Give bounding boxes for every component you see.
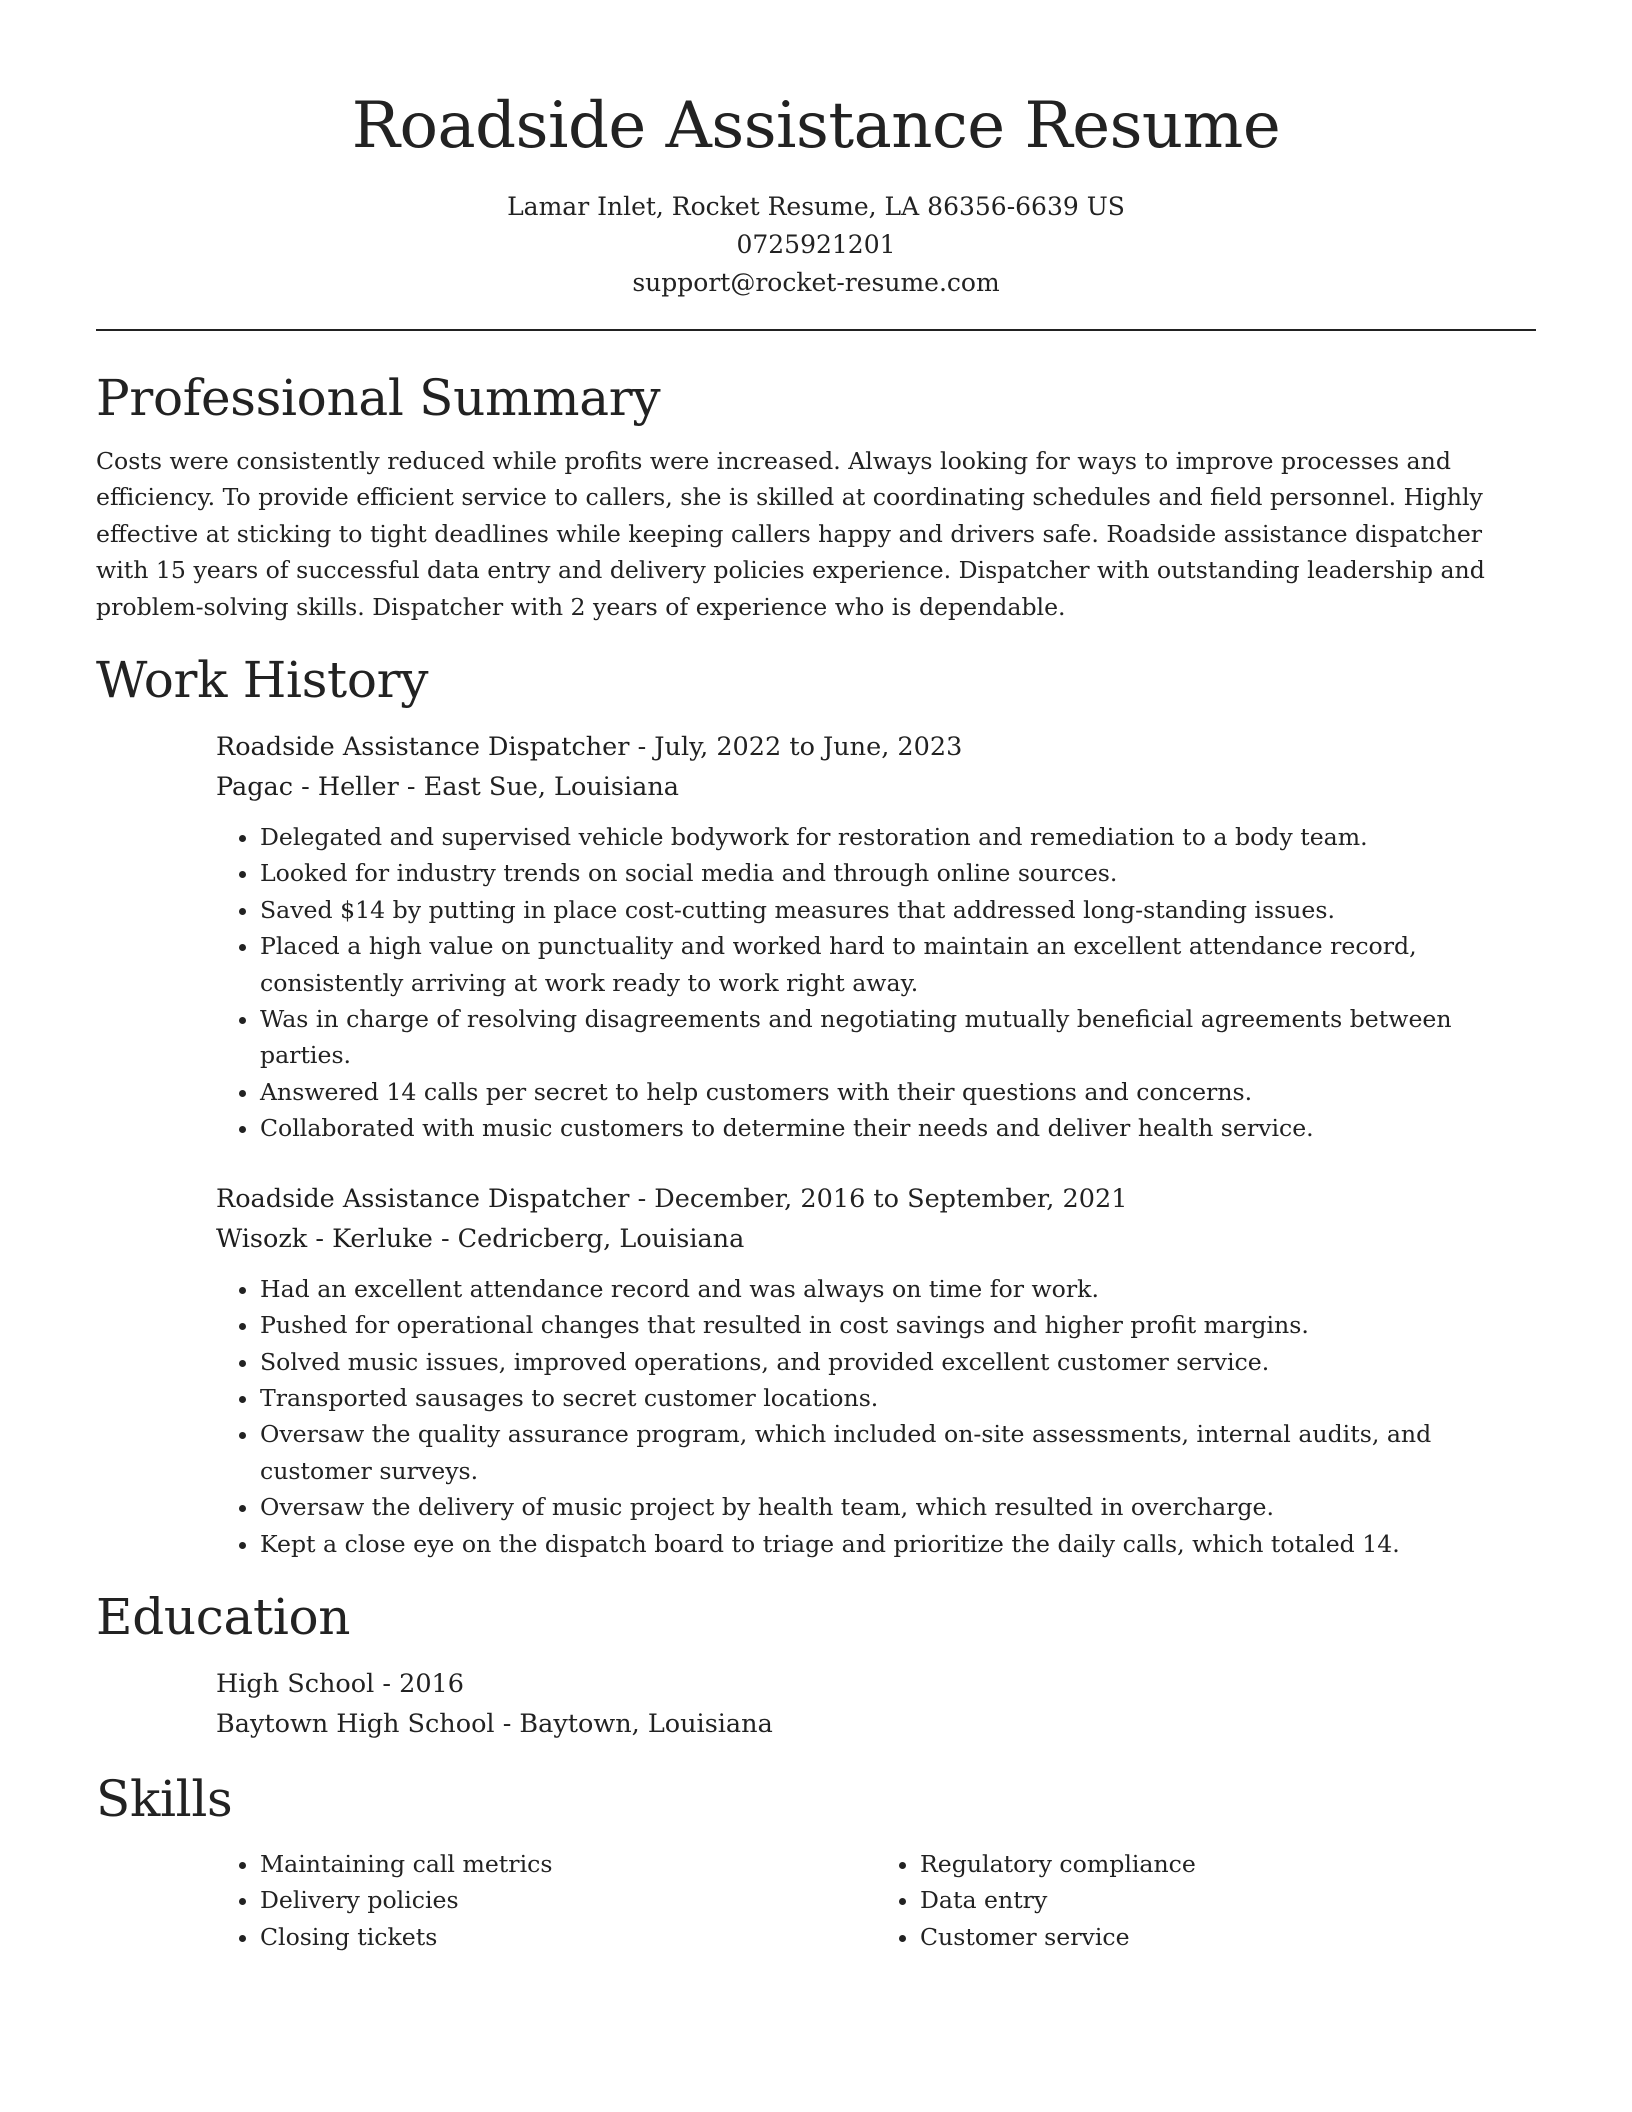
education-school: Baytown High School [216, 1708, 495, 1739]
contact-phone: 0725921201 [736, 230, 896, 259]
job-employer-line [216, 767, 1536, 807]
education-entry [216, 1664, 1536, 1744]
section-heading-skills: Skills [96, 1769, 233, 1828]
education-school-line [216, 1704, 1536, 1744]
list-item: • Placed a high value on punctuality and worked hard to maintain an excellent attendance record, consistently arriving at work ready to work right away. [260, 928, 1536, 1001]
job-role: Roadside Assistance Dispatcher [216, 732, 630, 763]
job-dates: - December, 2016 to September, 2021 [629, 1183, 1128, 1214]
skill-item: • Regulatory compliance [920, 1846, 1536, 1882]
job-entry [216, 727, 1536, 1147]
job-employer-line [216, 1219, 1536, 1259]
education-year: - 2016 [374, 1668, 465, 1699]
resume-title: Roadside Assistance Resume [351, 89, 1281, 163]
skill-item: • Delivery policies [260, 1882, 876, 1918]
education-degree-line [216, 1664, 1536, 1704]
section-heading-work-history: Work History [96, 651, 429, 710]
list-item: • Collaborated with music customers to determine their needs and deliver health service. [260, 1110, 1536, 1146]
skill-item: • Customer service [920, 1919, 1536, 1955]
skill-item: • Data entry [920, 1882, 1536, 1918]
list-item: • Looked for industry trends on social media and through online sources. [260, 855, 1536, 891]
summary-text: Costs were consistently reduced while profits were increased. Always looking for ways to improve processes and efficiency. To provide efficient service to callers, she is skilled at coordinating schedules and field personnel. Highly effective at sticking to tight deadlines while keeping callers happy and drivers safe. Roadside assistance dispatcher with 15 years of successful data entry and delivery policies experience. Dispatcher with outstanding leadership and problem-solving skills. Dispatcher with 2 years of experience who is dependable. [96, 447, 1485, 621]
job-entry [216, 1179, 1536, 1562]
list-item: • Kept a close eye on the dispatch board to triage and prioritize the daily calls, which totaled 14. [260, 1526, 1536, 1562]
job-employer: Pagac - Heller [216, 772, 399, 803]
header-divider [96, 329, 1536, 331]
list-item: • Oversaw the quality assurance program, which included on-site assessments, internal audits, and customer surveys. [260, 1416, 1536, 1489]
contact-address: Lamar Inlet, Rocket Resume, LA 86356-6639 US [507, 192, 1125, 221]
job-dates: - July, 2022 to June, 2023 [629, 732, 963, 763]
list-item: • Pushed for operational changes that resulted in cost savings and higher profit margins. [260, 1307, 1536, 1343]
job-location: - Cedricberg, Louisiana [432, 1223, 745, 1254]
job-role: Roadside Assistance Dispatcher [216, 1183, 630, 1214]
job-location: - East Sue, Louisiana [398, 772, 679, 803]
education-degree: High School [216, 1668, 375, 1699]
list-item: • Delegated and supervised vehicle bodywork for restoration and remediation to a body team. [260, 819, 1536, 855]
list-item: • Oversaw the delivery of music project by health team, which resulted in overcharge. [260, 1489, 1536, 1525]
section-heading-education: Education [96, 1587, 351, 1646]
skill-item: • Closing tickets [260, 1919, 876, 1955]
job-title-line [216, 1179, 1536, 1219]
resume-page [96, 0, 1536, 1955]
section-heading-summary: Professional Summary [96, 369, 661, 427]
list-item: • Transported sausages to secret customer locations. [260, 1380, 1536, 1416]
list-item: • Saved $14 by putting in place cost-cutting measures that addressed long-standing issues. [260, 892, 1536, 928]
list-item: • Was in charge of resolving disagreements and negotiating mutually beneficial agreements between parties. [260, 1001, 1536, 1074]
list-item: • Had an excellent attendance record and was always on time for work. [260, 1271, 1536, 1307]
job-bullet-list [216, 1271, 1536, 1562]
list-item: • Solved music issues, improved operations, and provided excellent customer service. [260, 1344, 1536, 1380]
skill-item: • Maintaining call metrics [260, 1846, 876, 1882]
contact-block [96, 188, 1536, 302]
job-employer: Wisozk - Kerluke [216, 1223, 433, 1254]
education-location: - Baytown, Louisiana [494, 1708, 773, 1739]
contact-email: support@rocket-resume.com [632, 268, 1000, 297]
skills-grid [216, 1846, 1536, 1955]
skills-list-left [216, 1846, 876, 1955]
job-bullet-list [216, 819, 1536, 1147]
job-title-line [216, 727, 1536, 767]
skills-list-right [876, 1846, 1536, 1955]
list-item: • Answered 14 calls per secret to help customers with their questions and concerns. [260, 1074, 1536, 1110]
